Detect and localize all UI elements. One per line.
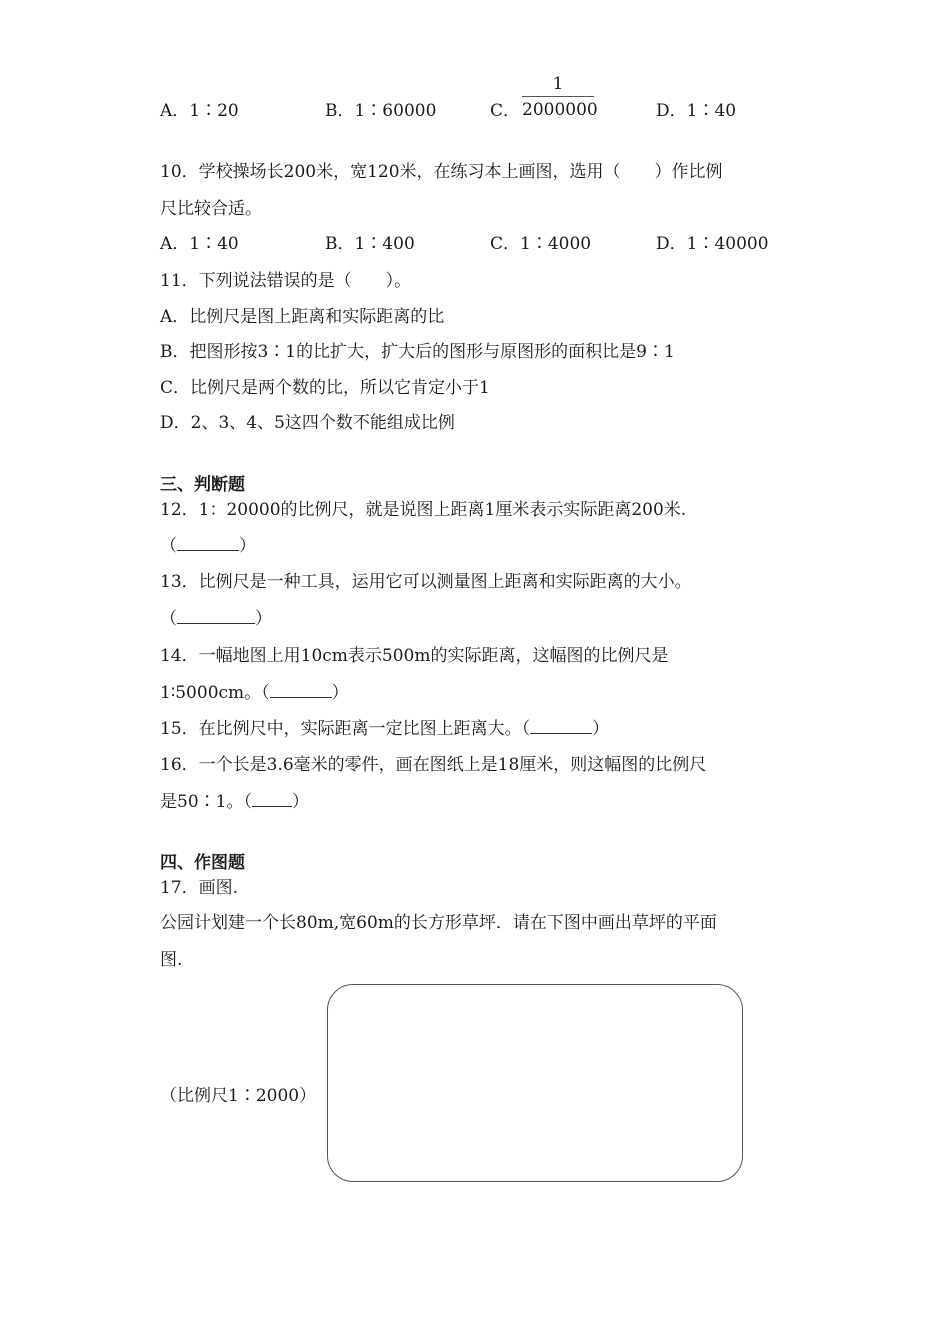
- section-3-title: 三、判断题: [160, 475, 245, 495]
- paren-close: ）: [592, 719, 610, 739]
- q15-answer-blank[interactable]: [530, 719, 592, 734]
- blank-line[interactable]: [177, 609, 255, 624]
- q9-option-c-fraction: [522, 74, 598, 120]
- q11-option-b: B．把图形按3∶1的比扩大，扩大后的图形与原图形的面积比是9∶1: [160, 342, 675, 362]
- q14-stem-line2-text: 1∶5000cm。: [160, 683, 262, 703]
- paren-close: ）: [239, 536, 256, 556]
- q9-option-c-prefix: C．: [490, 101, 521, 121]
- q16-answer-blank[interactable]: [252, 792, 292, 807]
- q10-option-c: C．1∶4000: [490, 234, 592, 254]
- q15-text: 15．在比例尺中，实际距离一定比图上距离大。: [160, 719, 522, 739]
- paren-open: （: [521, 719, 531, 739]
- q14-stem-line1: 14．一幅地图上用10cm表示500m的实际距离，这幅图的比例尺是: [160, 646, 669, 666]
- paren-close: ）: [255, 609, 272, 629]
- q10-stem-line2: 尺比较合适。: [160, 199, 262, 219]
- paren-open: （: [160, 609, 177, 629]
- q17-description-line2: 图.: [160, 950, 183, 970]
- fraction-numerator: 1: [552, 74, 564, 94]
- q15-stem: [160, 718, 609, 740]
- q13-stem: 13．比例尺是一种工具，运用它可以测量图上距离和实际距离的大小。: [160, 572, 692, 592]
- q16-stem-line2: [160, 791, 309, 813]
- q10-option-b: B．1∶400: [325, 234, 415, 254]
- q11-option-a: A．比例尺是图上距离和实际距离的比: [160, 307, 445, 327]
- q14-answer-blank[interactable]: [270, 683, 332, 698]
- q11-option-d: D．2、3、4、5这四个数不能组成比例: [160, 413, 455, 433]
- blank-line[interactable]: [177, 536, 239, 551]
- drawing-area[interactable]: [327, 984, 743, 1182]
- q10-stem-line1: 10．学校操场长200米，宽120米，在练习本上画图，选用（ ）作比例: [160, 162, 723, 182]
- q13-answer-blank[interactable]: [160, 608, 272, 630]
- q10-option-d: D．1∶40000: [656, 234, 769, 254]
- paren-close: ）: [331, 683, 349, 703]
- q12-stem: 12．1：20000的比例尺，就是说图上距离1厘米表示实际距离200米.: [160, 500, 687, 520]
- paren-close: ）: [291, 792, 309, 812]
- q9-option-a: A．1∶20: [160, 101, 239, 121]
- fraction-bar: [522, 96, 594, 97]
- q11-option-c: C．比例尺是两个数的比，所以它肯定小于1: [160, 378, 490, 398]
- q17-description-line1: 公园计划建一个长80m,宽60m的长方形草坪．请在下图中画出草坪的平面: [160, 913, 717, 933]
- q16-stem-line2-text: 是50∶1。: [160, 792, 244, 812]
- q16-stem-line1: 16．一个长是3.6毫米的零件，画在图纸上是18厘米，则这幅图的比例尺: [160, 755, 707, 775]
- q9-option-d: D．1∶40: [656, 101, 737, 121]
- q11-stem: 11．下列说法错误的是（ ）。: [160, 271, 412, 291]
- paren-open: （: [261, 683, 270, 703]
- paren-open: （: [243, 792, 252, 812]
- q14-stem-line2: [160, 682, 349, 704]
- q17-stem: 17．画图.: [160, 878, 239, 898]
- fraction-denominator: 2000000: [522, 100, 598, 120]
- scale-label: （比例尺1∶2000）: [160, 1086, 317, 1106]
- q10-option-a: A．1∶40: [160, 234, 239, 254]
- q12-answer-blank[interactable]: [160, 535, 256, 557]
- q9-option-b: B．1∶60000: [325, 101, 437, 121]
- section-4-title: 四、作图题: [160, 853, 245, 873]
- paren-open: （: [160, 536, 177, 556]
